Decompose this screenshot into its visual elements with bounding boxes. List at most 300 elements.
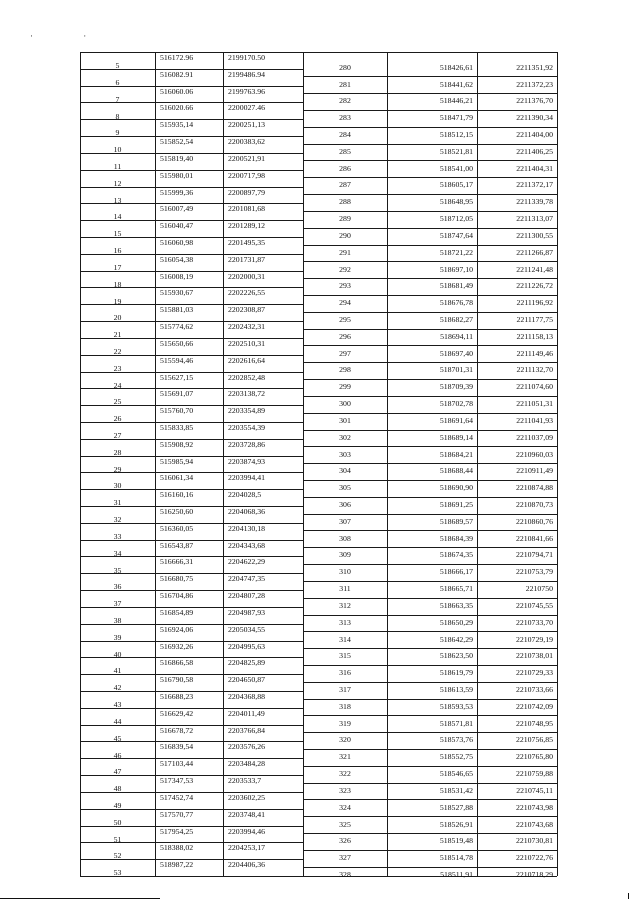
right-y-coordinate: 2210860,76 <box>515 516 553 526</box>
coordinate-table <box>80 52 557 879</box>
left-x-coordinate: 515980,01 <box>160 170 194 180</box>
right-x-coordinate: 518613,59 <box>439 684 473 694</box>
right-y-coordinate: 2211158,13 <box>516 331 553 341</box>
right-y-coordinate: 2210729,33 <box>515 668 553 678</box>
right-x-coordinate: 518446,21 <box>439 96 473 106</box>
left-row-number: 14 <box>113 212 122 222</box>
right-row-number: 307 <box>339 516 351 526</box>
left-x-coordinate: 515999,36 <box>160 187 194 197</box>
right-x-coordinate: 518697,40 <box>439 348 473 358</box>
left-x-coordinate: 516932,26 <box>160 641 194 651</box>
right-row-number: 308 <box>339 533 351 543</box>
right-y-coordinate: 2211313,07 <box>516 214 553 224</box>
left-x-coordinate: 516008,19 <box>160 271 194 281</box>
left-row-number: 39 <box>113 632 122 642</box>
right-y-coordinate: 2210794,71 <box>515 550 553 560</box>
right-row-number: 302 <box>339 432 351 442</box>
left-y-coordinate: 2203354,89 <box>228 406 266 416</box>
right-x-coordinate: 518526,91 <box>439 819 473 829</box>
left-y-coordinate: 2200897,79 <box>228 187 266 197</box>
left-row-number: 41 <box>113 666 122 676</box>
right-row-number: 325 <box>339 819 351 829</box>
left-y-coordinate: 2204406,36 <box>228 860 266 870</box>
right-row-rule <box>303 480 557 481</box>
right-x-coordinate: 518701,31 <box>439 365 473 375</box>
right-x-coordinate: 518531,42 <box>439 785 473 795</box>
right-row-rule <box>303 278 557 279</box>
right-row-number: 284 <box>339 130 351 140</box>
left-row-number: 36 <box>113 582 122 592</box>
right-y-coordinate: 2210960,03 <box>515 449 553 459</box>
left-y-coordinate: 2202852,48 <box>228 372 266 382</box>
right-y-coordinate: 2211406,25 <box>516 146 553 156</box>
right-x-coordinate: 518689,57 <box>439 516 473 526</box>
right-row-rule <box>303 783 557 784</box>
left-x-coordinate: 516160,16 <box>160 490 194 500</box>
right-row-rule <box>303 345 557 346</box>
left-row-number: 34 <box>113 548 122 558</box>
left-row-number: 35 <box>113 565 122 575</box>
right-row-number: 326 <box>339 836 351 846</box>
left-y-coordinate: 2204068,36 <box>228 507 266 517</box>
left-row-number: 28 <box>113 447 122 457</box>
right-row-number: 309 <box>339 550 351 560</box>
left-x-coordinate: 518987,22 <box>160 860 194 870</box>
right-x-coordinate: 518676,78 <box>439 298 473 308</box>
right-row-number: 317 <box>339 684 351 694</box>
left-row-number: 49 <box>113 801 122 810</box>
right-row-number: 297 <box>339 348 351 358</box>
left-y-coordinate: 2203994,41 <box>228 473 266 483</box>
left-row-number: 8 <box>115 111 120 121</box>
left-row-number: 32 <box>113 515 122 525</box>
right-row-number: 301 <box>339 415 351 425</box>
left-x-coordinate: 515627,15 <box>160 372 194 382</box>
right-x-coordinate: 518593,53 <box>439 701 473 711</box>
left-row-number: 13 <box>113 195 122 205</box>
left-y-coordinate: 2204253,17 <box>228 843 266 853</box>
left-row-number: 26 <box>113 414 122 424</box>
left-row-number: 45 <box>113 733 122 743</box>
left-x-coordinate: 516688,23 <box>160 692 194 702</box>
left-x-coordinate: 515774,62 <box>160 322 194 332</box>
left-y-coordinate: 2202616,64 <box>228 355 266 365</box>
right-row-number: 290 <box>339 230 351 240</box>
right-y-coordinate: 2211339,78 <box>516 197 553 207</box>
right-y-coordinate: 2210733,70 <box>515 617 553 627</box>
right-row-rule <box>303 665 557 666</box>
right-x-coordinate: 518691,64 <box>439 415 473 425</box>
right-x-coordinate: 518546,65 <box>439 769 473 779</box>
right-y-coordinate: 2211372,23 <box>516 79 553 89</box>
right-row-rule <box>303 682 557 683</box>
right-x-coordinate: 518709,39 <box>439 382 473 392</box>
right-row-rule <box>303 732 557 733</box>
right-row-rule <box>303 413 557 414</box>
right-y-coordinate: 2210750 <box>525 584 553 594</box>
right-row-rule <box>303 228 557 229</box>
right-row-rule <box>303 631 557 632</box>
left-row-number: 6 <box>115 77 120 87</box>
left-y-coordinate: 2203602,25 <box>228 792 266 802</box>
right-x-coordinate: 518697,10 <box>439 264 473 274</box>
right-x-coordinate: 518573,76 <box>439 735 473 745</box>
left-row-number: 20 <box>113 313 122 323</box>
left-y-coordinate: 2204995,63 <box>228 641 266 651</box>
left-row-number: 22 <box>113 346 122 356</box>
right-row-number: 313 <box>339 617 351 627</box>
left-y-coordinate: 2204747,35 <box>228 574 266 584</box>
left-x-coordinate: 516060,98 <box>160 237 194 247</box>
left-y-coordinate: 2204343,68 <box>228 540 266 550</box>
right-row-number: 295 <box>339 315 351 325</box>
right-row-rule <box>303 564 557 565</box>
left-y-coordinate: 2201289,12 <box>228 221 266 231</box>
right-row-number: 292 <box>339 264 351 274</box>
left-x-coordinate: 516543,87 <box>160 540 194 550</box>
right-y-coordinate: 2211041,93 <box>516 415 553 425</box>
right-row-number: 303 <box>339 449 351 459</box>
right-row-number: 320 <box>339 735 351 745</box>
left-x-coordinate: 516250,60 <box>160 507 194 517</box>
left-y-coordinate: 2202000,31 <box>228 271 266 281</box>
column-rule <box>223 52 224 876</box>
left-y-coordinate: 2201081,68 <box>228 204 266 214</box>
right-row-number: 289 <box>339 214 351 224</box>
right-y-coordinate: 2210738,01 <box>515 651 553 661</box>
left-y-coordinate: 2202432,31 <box>228 322 266 332</box>
left-y-coordinate: 2204650,87 <box>228 675 266 685</box>
left-row-number: 12 <box>113 178 122 188</box>
right-row-rule <box>303 379 557 380</box>
right-row-rule <box>303 749 557 750</box>
left-y-coordinate: 2204987,93 <box>228 607 266 617</box>
right-row-number: 323 <box>339 785 351 795</box>
right-row-rule <box>303 362 557 363</box>
right-x-coordinate: 518684,39 <box>439 533 473 543</box>
right-row-number: 311 <box>339 584 351 594</box>
right-x-coordinate: 518694,11 <box>440 331 473 341</box>
right-row-rule <box>303 177 557 178</box>
right-x-coordinate: 518511,91 <box>440 869 473 879</box>
left-x-coordinate: 516924,06 <box>160 624 194 634</box>
right-row-rule <box>303 833 557 834</box>
left-y-coordinate: 2201495,35 <box>228 237 266 247</box>
right-y-coordinate: 2210841,66 <box>515 533 553 543</box>
right-row-rule <box>303 766 557 767</box>
left-x-coordinate: 516082.91 <box>160 69 194 79</box>
right-row-number: 314 <box>339 634 351 644</box>
right-y-coordinate: 2211074,60 <box>516 382 553 392</box>
right-row-number: 294 <box>339 298 351 308</box>
left-row-number: 7 <box>115 94 120 104</box>
right-x-coordinate: 518702,78 <box>439 399 473 409</box>
left-y-coordinate: 2200521,91 <box>228 153 266 163</box>
left-x-coordinate: 516360,05 <box>160 523 194 533</box>
left-x-coordinate: 516678,72 <box>160 725 194 735</box>
left-x-coordinate: 515833,85 <box>160 422 194 432</box>
left-row-number: 5 <box>115 61 120 71</box>
right-x-coordinate: 518691,25 <box>439 499 473 509</box>
right-y-coordinate: 2210745,55 <box>515 600 553 610</box>
right-y-coordinate: 2210748,95 <box>515 718 553 728</box>
right-row-rule <box>303 463 557 464</box>
right-x-coordinate: 518682,27 <box>439 315 473 325</box>
left-y-coordinate: 2199763.96 <box>228 86 266 96</box>
right-row-number: 328 <box>339 869 351 879</box>
left-y-coordinate: 2203138,72 <box>228 389 266 399</box>
right-y-coordinate: 2211196,92 <box>516 298 553 308</box>
right-x-coordinate: 518666,17 <box>439 567 473 577</box>
left-x-coordinate: 517452,74 <box>160 792 194 802</box>
right-y-coordinate: 2210718,29 <box>515 869 553 879</box>
left-y-coordinate: 2204011,49 <box>228 708 265 718</box>
left-x-coordinate: 515819,40 <box>160 153 194 163</box>
right-y-coordinate: 2210911,49 <box>516 466 553 476</box>
left-row-number: 31 <box>113 498 122 508</box>
left-row-number: 33 <box>113 531 122 541</box>
left-row-number: 19 <box>113 296 122 306</box>
left-x-coordinate: 515594,46 <box>160 355 194 365</box>
left-y-coordinate: 2204825,89 <box>228 658 266 668</box>
right-y-coordinate: 2211351,92 <box>516 62 553 72</box>
left-x-coordinate: 517954,25 <box>160 826 194 836</box>
left-x-coordinate: 516040,47 <box>160 221 194 231</box>
left-x-coordinate: 515760,70 <box>160 406 194 416</box>
right-row-rule <box>303 295 557 296</box>
right-row-rule <box>303 715 557 716</box>
right-row-rule <box>303 547 557 548</box>
left-x-coordinate: 518388,02 <box>160 843 194 853</box>
right-y-coordinate: 2210743,98 <box>515 802 553 812</box>
left-x-coordinate: 515935,14 <box>160 120 194 130</box>
left-y-coordinate: 2201731,87 <box>228 254 266 264</box>
right-x-coordinate: 518619,79 <box>439 668 473 678</box>
left-x-coordinate: 517103,44 <box>160 759 194 769</box>
left-row-number: 46 <box>113 750 122 760</box>
right-row-number: 285 <box>339 146 351 156</box>
left-row-number: 53 <box>113 868 122 878</box>
right-x-coordinate: 518527,88 <box>439 802 473 812</box>
left-y-coordinate: 2200251,13 <box>228 120 266 130</box>
right-row-rule <box>303 194 557 195</box>
left-x-coordinate: 516790,58 <box>160 675 194 685</box>
right-x-coordinate: 518642,29 <box>439 634 473 644</box>
right-row-rule <box>303 648 557 649</box>
left-row-number: 48 <box>113 784 122 794</box>
left-y-coordinate: 2204028,5 <box>228 490 262 500</box>
right-row-rule <box>303 581 557 582</box>
right-row-number: 281 <box>339 79 351 89</box>
left-x-coordinate: 517570,77 <box>160 809 194 819</box>
right-y-coordinate: 2211404,31 <box>516 163 553 173</box>
right-row-rule <box>303 446 557 447</box>
right-y-coordinate: 2211266,87 <box>516 247 553 257</box>
left-row-number: 11 <box>113 161 122 171</box>
right-row-number: 291 <box>339 247 351 257</box>
left-x-coordinate: 515985,94 <box>160 456 194 466</box>
right-row-rule <box>303 598 557 599</box>
right-y-coordinate: 2210730,81 <box>515 836 553 846</box>
left-row-number: 40 <box>113 649 122 659</box>
right-row-number: 322 <box>339 769 351 779</box>
right-row-number: 312 <box>339 600 351 610</box>
right-row-number: 324 <box>339 802 351 812</box>
left-row-number: 51 <box>113 834 122 844</box>
left-row-number: 16 <box>113 246 122 256</box>
left-x-coordinate: 515650,66 <box>160 338 194 348</box>
right-row-rule <box>303 211 557 212</box>
left-x-coordinate: 516666,31 <box>160 557 194 567</box>
left-x-coordinate: 516060.06 <box>160 86 194 96</box>
right-y-coordinate: 2211390,34 <box>516 113 553 123</box>
left-x-coordinate: 516054,38 <box>160 254 194 264</box>
right-y-coordinate: 2210743,68 <box>515 819 553 829</box>
right-row-number: 299 <box>339 382 351 392</box>
right-y-coordinate: 2210753,79 <box>515 567 553 577</box>
left-row-number: 18 <box>113 279 122 289</box>
left-y-coordinate: 2204622,29 <box>228 557 266 567</box>
right-row-number: 296 <box>339 331 351 341</box>
right-row-rule <box>303 127 557 128</box>
right-row-rule <box>303 245 557 246</box>
right-row-rule <box>303 52 557 53</box>
right-row-rule <box>303 530 557 531</box>
right-row-rule <box>303 396 557 397</box>
left-row-number: 15 <box>113 229 122 239</box>
left-y-coordinate: 2199486.94 <box>228 69 266 79</box>
left-y-coordinate: 2203994,46 <box>228 826 266 836</box>
left-x-coordinate: 516020.66 <box>160 103 194 113</box>
right-y-coordinate: 2211404,00 <box>516 130 553 140</box>
right-y-coordinate: 2210765,80 <box>515 752 553 762</box>
left-y-coordinate: 2203484,28 <box>228 759 266 769</box>
right-row-number: 319 <box>339 718 351 728</box>
right-y-coordinate: 2211241,48 <box>516 264 553 274</box>
left-y-coordinate: 2203728,86 <box>228 439 266 449</box>
right-row-number: 287 <box>339 180 351 190</box>
right-x-coordinate: 518674,35 <box>439 550 473 560</box>
right-y-coordinate: 2211300,55 <box>516 230 553 240</box>
right-x-coordinate: 518471,79 <box>439 113 473 123</box>
right-row-rule <box>303 799 557 800</box>
right-row-number: 283 <box>339 113 351 123</box>
right-x-coordinate: 518541,00 <box>439 163 473 173</box>
column-rule <box>155 52 156 876</box>
left-row-number: 29 <box>113 464 122 474</box>
right-x-coordinate: 518571,81 <box>439 718 473 728</box>
right-row-rule <box>303 261 557 262</box>
left-row-number: 27 <box>113 431 122 441</box>
right-y-coordinate: 2211177,75 <box>516 315 553 325</box>
left-y-coordinate: 2203576,26 <box>228 742 266 752</box>
right-x-coordinate: 518623,50 <box>439 651 473 661</box>
left-x-coordinate: 517347,53 <box>160 776 194 786</box>
right-row-number: 315 <box>339 651 351 661</box>
corner-mark <box>628 893 629 899</box>
column-rule <box>557 52 558 876</box>
left-row-number: 25 <box>113 397 122 407</box>
left-x-coordinate: 516629,42 <box>160 708 194 718</box>
right-x-coordinate: 518441,62 <box>439 79 473 89</box>
right-x-coordinate: 518712,05 <box>439 214 473 224</box>
left-row-number: 10 <box>113 145 122 155</box>
left-y-coordinate: 2203748,41 <box>228 809 266 819</box>
right-x-coordinate: 518747,64 <box>439 230 473 240</box>
left-y-coordinate: 2203533,7 <box>228 776 262 786</box>
left-row-number: 23 <box>113 363 122 373</box>
right-row-number: 280 <box>339 62 351 72</box>
right-x-coordinate: 518552,75 <box>439 752 473 762</box>
left-y-coordinate: 2204807,28 <box>228 591 266 601</box>
right-y-coordinate: 2211372,17 <box>516 180 553 190</box>
left-x-coordinate: 515881,03 <box>160 305 194 315</box>
right-row-rule <box>303 850 557 851</box>
right-row-number: 304 <box>339 466 351 476</box>
right-row-rule <box>303 160 557 161</box>
right-x-coordinate: 518721,22 <box>439 247 473 257</box>
left-row-number: 44 <box>113 716 122 726</box>
right-x-coordinate: 518684,21 <box>439 449 473 459</box>
right-row-number: 316 <box>339 668 351 678</box>
right-y-coordinate: 2211226,72 <box>516 281 553 291</box>
left-row-number: 17 <box>113 262 122 272</box>
right-row-rule <box>303 514 557 515</box>
left-row-number: 37 <box>113 599 122 609</box>
left-y-coordinate: 2202510,31 <box>228 338 266 348</box>
right-row-number: 318 <box>339 701 351 711</box>
right-y-coordinate: 2210756,85 <box>515 735 553 745</box>
left-row-number: 52 <box>113 851 122 861</box>
right-row-number: 288 <box>339 197 351 207</box>
right-x-coordinate: 518663,35 <box>439 600 473 610</box>
right-x-coordinate: 518648,95 <box>439 197 473 207</box>
right-row-number: 293 <box>339 281 351 291</box>
left-y-coordinate: 2202308,87 <box>228 305 266 315</box>
left-y-coordinate: 2203766,84 <box>228 725 266 735</box>
left-row-number: 47 <box>113 767 122 777</box>
right-y-coordinate: 2210870,73 <box>515 499 553 509</box>
left-row-number: 43 <box>113 700 122 710</box>
right-x-coordinate: 518512,15 <box>439 130 473 140</box>
left-x-coordinate: 515930,67 <box>160 288 194 298</box>
right-row-rule <box>303 93 557 94</box>
left-row-number: 42 <box>113 683 122 693</box>
right-row-rule <box>303 110 557 111</box>
left-x-coordinate: 516172.96 <box>160 53 194 62</box>
left-x-coordinate: 516866,58 <box>160 658 194 668</box>
left-row-number: 24 <box>113 380 122 390</box>
right-row-number: 310 <box>339 567 351 577</box>
right-y-coordinate: 2210733,66 <box>515 684 553 694</box>
left-row-number: 38 <box>113 616 122 626</box>
right-x-coordinate: 518650,29 <box>439 617 473 627</box>
right-row-rule <box>303 699 557 700</box>
left-x-coordinate: 515852,54 <box>160 137 194 147</box>
right-row-rule <box>303 615 557 616</box>
left-y-coordinate: 2203874,93 <box>228 456 266 466</box>
right-x-coordinate: 518426,61 <box>439 62 473 72</box>
right-row-number: 327 <box>339 853 351 863</box>
right-row-rule <box>303 430 557 431</box>
right-y-coordinate: 2210729,19 <box>515 634 553 644</box>
left-y-coordinate: 2203554,39 <box>228 422 266 432</box>
right-row-rule <box>303 312 557 313</box>
left-y-coordinate: 2200717,98 <box>228 170 266 180</box>
right-y-coordinate: 2210742,09 <box>515 701 553 711</box>
right-row-number: 306 <box>339 499 351 509</box>
right-x-coordinate: 518688,44 <box>439 466 473 476</box>
